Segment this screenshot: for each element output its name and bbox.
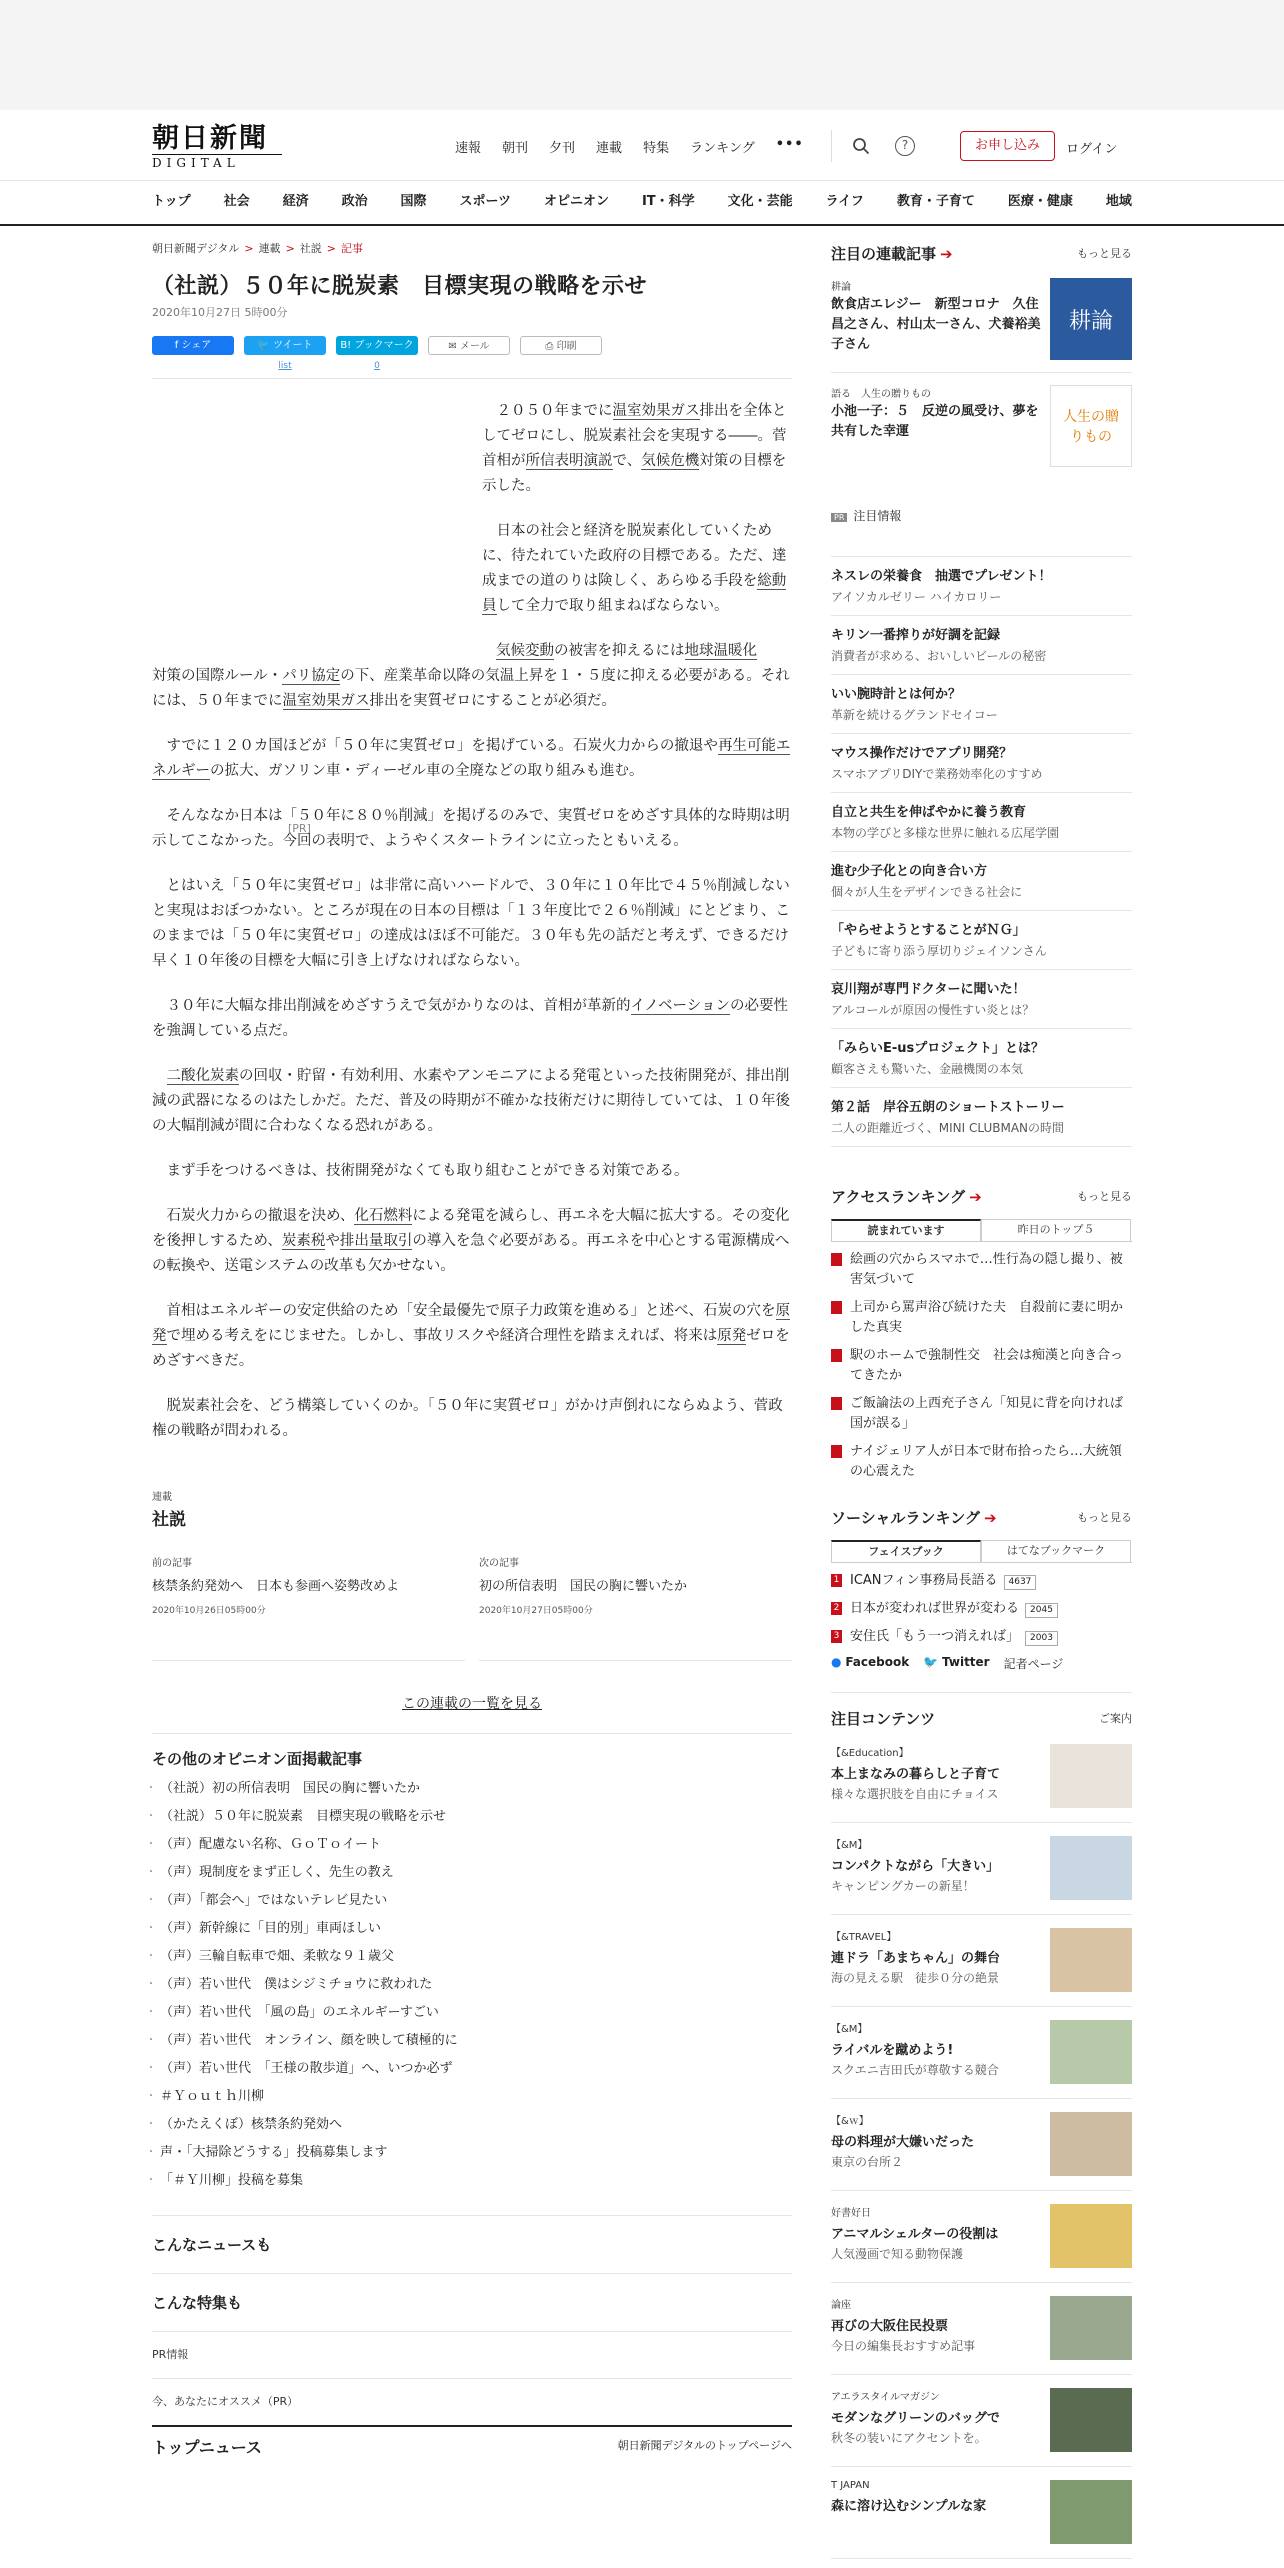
other-opinion-articles	[152, 1733, 792, 2195]
pr-item-sub: 本物の学びと多様な世界に触れる広尾学園	[831, 826, 1060, 840]
next-date: 2020年10月27日05時00分	[479, 1606, 593, 1616]
content-title: モダンなグリーンのバッグで	[831, 2411, 1000, 2426]
hatena-count[interactable]: 0	[374, 361, 380, 371]
mail-label: メール	[459, 341, 490, 352]
twitter-icon: 🐦	[257, 340, 274, 351]
pr-item[interactable]	[831, 852, 1132, 911]
ranking-item[interactable]	[831, 1346, 1132, 1386]
category-top[interactable]: トップ	[152, 194, 191, 209]
pr-item-title: 哀川翔が専門ドクターに聞いた！	[831, 982, 1026, 997]
article-body	[152, 399, 792, 1444]
keyword-link[interactable]: 総動員	[482, 573, 787, 614]
twitter-count[interactable]: list	[278, 361, 292, 371]
content-thumbnail	[1050, 2112, 1132, 2176]
category-nav	[0, 180, 1284, 226]
main-column	[152, 240, 792, 2466]
keyword-link[interactable]: 原発	[717, 1328, 747, 1344]
pr-item-sub: 子どもに寄り添う厚切りジェイソンさん	[831, 944, 1047, 958]
facebook-share-button[interactable]	[152, 336, 234, 355]
breadcrumb-shasetsu[interactable]: 社説	[299, 242, 322, 255]
featured-thumbnail: 人生の贈りもの	[1050, 385, 1132, 467]
share-count: 4637	[1004, 1575, 1037, 1590]
text: 石炭火力からの撤退を決め、	[166, 1208, 355, 1224]
content-item[interactable]	[831, 1823, 1132, 1915]
content-kicker: 【&ｗ】	[831, 2116, 869, 2127]
other-article-link[interactable]: ・ 「＃Ｙ川柳」投稿を募集	[152, 2167, 792, 2195]
content-sub: 秋冬の装いにアクセントを。	[831, 2431, 987, 2445]
pr-item[interactable]	[831, 1029, 1132, 1088]
pr-item-title: 「やらせようとすることがＮＧ」	[831, 923, 1026, 938]
other-article-link[interactable]: ・ （声）配慮ない名称、ＧｏＴｏイート	[152, 1831, 792, 1859]
pr-item-sub: 消費者が求める、おいしいビールの秘密	[831, 649, 1047, 663]
facebook-icon: f	[174, 340, 182, 351]
category-economy[interactable]: 経済	[282, 194, 309, 209]
ranking-item[interactable]	[831, 1298, 1132, 1338]
pr-item[interactable]	[831, 557, 1132, 616]
social-ranking-header	[831, 1504, 1132, 1530]
header-nav	[455, 137, 825, 156]
top-page-link[interactable]: 朝日新聞デジタルのトップページへ	[617, 2439, 792, 2452]
social-ranking-heading[interactable]: ソーシャルランキング	[831, 1508, 980, 1527]
category-education[interactable]: 教育・子育て	[896, 194, 975, 209]
keyword-link[interactable]: 炭素税	[281, 1233, 326, 1249]
print-button[interactable]	[520, 336, 602, 355]
series-label: 連載	[152, 1492, 172, 1503]
other-article-link[interactable]: ・ （声）若い世代 「王様の散歩道」へ、いつか必ず	[152, 2055, 792, 2083]
hatena-label: ブックマーク	[354, 340, 414, 351]
text: 日本の社会と経済を脱炭素化していくために、待たれていた政府の目標である。ただ、達成までの道のりは険しく、あらゆる手段を	[482, 523, 787, 589]
article-paragraph	[482, 399, 792, 499]
tab-hatena[interactable]: はてなブックマーク	[981, 1540, 1131, 1562]
twitter-share-button[interactable]	[244, 336, 326, 371]
prev-date: 2020年10月26日05時00分	[152, 1606, 266, 1616]
pr-heading	[831, 507, 1132, 557]
text: で埋める考えをにじませた。しかし、事故リスクや経済合理性を踏まえれば、将来は	[166, 1328, 718, 1344]
article-title: （社説）５０年に脱炭素 目標実現の戦略を示せ	[152, 274, 648, 299]
pr-item[interactable]	[831, 616, 1132, 675]
facebook-share-label: シェア	[181, 340, 212, 351]
text: すでに１２０カ国ほどが「５０年に実質ゼロ」を掲げている。石炭火力からの撤退や	[166, 738, 718, 754]
share-count: 2045	[1025, 1603, 1058, 1618]
content-sub: 様々な選択肢を自由にチョイス	[831, 1787, 999, 1801]
content-title: ライバルを蹴めよう!	[831, 2043, 954, 2058]
featured-kicker: 耕論	[831, 282, 851, 293]
other-article-link[interactable]: ・ （社説）５０年に脱炭素 目標実現の戦略を示せ	[152, 1803, 792, 1831]
category-society[interactable]: 社会	[223, 194, 250, 209]
other-article-link[interactable]: ・ （声）「都会へ」ではないテレビ見たい	[152, 1887, 792, 1915]
content-sub: 海の見える駅 徒歩０分の絶景	[831, 1971, 1000, 1985]
keyword-link[interactable]: 化石燃料	[354, 1208, 413, 1224]
login-link[interactable]: ログイン	[1066, 142, 1118, 157]
breadcrumb-rensai[interactable]: 連載	[258, 242, 281, 255]
series-name[interactable]: 社説	[152, 1510, 186, 1530]
pr-item[interactable]	[831, 675, 1132, 734]
category-opinion[interactable]: オピニオン	[543, 194, 609, 209]
keyword-link[interactable]: パリ協定	[282, 668, 341, 684]
apply-button[interactable]: お申し込み	[960, 131, 1055, 161]
keyword-link[interactable]: イノベーション	[630, 998, 730, 1014]
social-more-link[interactable]: もっと見る	[1077, 1511, 1132, 1524]
other-article-link[interactable]: ・ （声）三輪自転車で畑、柔軟な９１歳父	[152, 1943, 792, 1971]
content-kicker: 【&M】	[831, 2024, 868, 2035]
pr-item-sub: 顧客さえも驚いた、金融機関の本気	[831, 1062, 1024, 1076]
top-news-heading	[152, 2425, 792, 2466]
facebook-link[interactable]	[831, 1655, 909, 1672]
site-logo[interactable]	[152, 124, 282, 170]
content-kicker: 論座	[831, 2300, 851, 2311]
featured-kicker: 語る 人生の贈りもの	[831, 389, 931, 400]
ad-label: [PR]	[288, 822, 311, 835]
top-news-title: トップニュース	[152, 2438, 262, 2457]
other-article-link[interactable]: ・ （声）若い世代 オンライン、顔を映して積極的に	[152, 2027, 792, 2055]
pr-item[interactable]	[831, 734, 1132, 793]
keyword-link[interactable]: 原発	[152, 1303, 790, 1344]
more-news-heading: こんなニュースも	[152, 2215, 792, 2273]
share-bar	[152, 336, 792, 374]
next-article-link[interactable]	[479, 1554, 792, 1661]
other-article-link[interactable]: ・ （声）若い世代 僕はシジミチョウに救われた	[152, 1971, 792, 1999]
advertisement[interactable]	[152, 557, 460, 857]
featured-thumbnail: 耕論	[1050, 278, 1132, 360]
facebook-link-label: Facebook	[845, 1655, 910, 1669]
pr-item-title: マウス操作だけでアプリ開発？	[831, 746, 1013, 761]
rank-marker	[831, 1301, 842, 1314]
recommend-heading: 今、あなたにオススメ（PR）	[152, 2378, 792, 2425]
keyword-link[interactable]: 地球温暖化	[684, 643, 757, 659]
social-ranking-item[interactable]	[831, 1599, 1132, 1619]
breadcrumb-separator: >	[244, 242, 254, 255]
content-thumbnail	[1050, 1836, 1132, 1900]
content-title: コンパクトながら「大きい」	[831, 1859, 1000, 1874]
category-life[interactable]: ライフ	[825, 194, 864, 209]
series-block	[152, 1488, 792, 1713]
pr-item-title: 進む少子化との向き合い方	[831, 864, 988, 879]
pr-item-sub: アイソカルゼリー ハイカロリー	[831, 590, 1002, 604]
content-thumbnail	[1050, 2296, 1132, 2360]
content-kicker: 【&M】	[831, 1840, 868, 1851]
see-all-series-link[interactable]: この連載の一覧を見る	[402, 1696, 542, 1712]
featured-item[interactable]	[831, 266, 1132, 373]
more-features-heading: こんな特集も	[152, 2273, 792, 2331]
text: の拡大、ガソリン車・ディーゼル車の全廃などの取り組みも進む。	[210, 763, 644, 779]
article-paragraph: 脱炭素社会を、どう構築していくのか。「５０年に実質ゼロ」がかけ声倒れにならぬよう、菅政権の戦略が問われる。	[152, 1398, 783, 1439]
text: で、	[612, 453, 642, 469]
access-ranking-heading[interactable]: アクセスランキング	[831, 1187, 966, 1206]
content-kicker: 好書好日	[831, 2208, 871, 2219]
text: による発電を減らし、再エネを大幅に拡大する。その変化を後押しするため、	[152, 1208, 790, 1249]
pr-item-sub: 革新を続けるグランドセイコー	[831, 708, 998, 722]
nav-rensai[interactable]: 連載	[596, 141, 623, 156]
arrow-right-icon: ➔	[983, 1508, 997, 1527]
text: の下、産業革命以降の気温上昇を１・５度に抑える必要がある。それには、５０年までに	[152, 668, 790, 709]
keyword-link[interactable]: 排出量取引	[339, 1233, 413, 1249]
article-paragraph	[152, 1299, 792, 1374]
text: 排出を実質ゼロにすることが必須だ。	[369, 693, 616, 709]
keyword-link[interactable]: 気候危機	[641, 453, 700, 469]
content-kicker: アエラスタイルマガジン	[831, 2392, 940, 2403]
content-kicker: 【&Education】	[831, 1748, 909, 1759]
site-header	[0, 110, 1284, 180]
social-links	[831, 1655, 1132, 1693]
text: して全力で取り組まねばならない。	[496, 598, 729, 614]
featured-series-header	[831, 240, 1132, 266]
facebook-icon: ●	[831, 1655, 842, 1669]
prev-article-link[interactable]	[152, 1554, 465, 1661]
share-count: 2003	[1025, 1631, 1058, 1646]
featured-heading[interactable]: 注目の連載記事	[831, 244, 937, 263]
nav-ranking[interactable]: ランキング	[690, 141, 755, 156]
rank-number: 3	[831, 1630, 842, 1643]
content-thumbnail	[1050, 2388, 1132, 2452]
featured-more-link[interactable]: もっと見る	[1077, 247, 1132, 260]
other-list	[152, 1775, 792, 2195]
content-sub: 今日の編集長おすすめ記事	[831, 2339, 976, 2353]
other-heading: その他のオピニオン面掲載記事	[152, 1750, 363, 1768]
content-item[interactable]	[831, 2191, 1132, 2283]
text: や	[325, 1233, 340, 1249]
access-more-link[interactable]: もっと見る	[1077, 1190, 1132, 1203]
ranking-title: 駅のホームで強制性交 社会は痴漢と向き合ってきたか	[850, 1348, 1124, 1383]
other-article-link[interactable]: ・ （かたえくぼ）核禁条約発効へ	[152, 2111, 792, 2139]
content-item[interactable]	[831, 1915, 1132, 2007]
keyword-link[interactable]: 温室効果ガス	[282, 693, 370, 709]
rank-marker	[831, 1253, 842, 1266]
nav-tokushu[interactable]: 特集	[643, 141, 670, 156]
pr-item[interactable]	[831, 970, 1132, 1029]
text: 対策の国際ルール・	[152, 668, 283, 684]
ranking-title: 絵画の穴からスマホで…性行為の隠し撮り、被害気づいて	[850, 1252, 1123, 1287]
ranking-item[interactable]	[831, 1394, 1132, 1434]
other-article-link[interactable]: ・ ＃Ｙｏｕｔｈ川柳	[152, 2083, 792, 2111]
pr-item-sub: 個々が人生をデザインできる社会に	[831, 885, 1023, 899]
logo-sub: DIGITAL	[152, 154, 282, 170]
category-culture[interactable]: 文化・芸能	[727, 194, 793, 209]
social-ranking-title: 日本が変われば世界が変わる	[850, 1601, 1020, 1616]
arrow-right-icon: ➔	[940, 244, 953, 263]
category-region[interactable]: 地域	[1105, 194, 1132, 209]
contents-heading: 注目コンテンツ	[831, 1709, 936, 1728]
pr-item[interactable]	[831, 793, 1132, 852]
content-item[interactable]	[831, 1731, 1132, 1823]
search-icon[interactable]	[852, 137, 870, 155]
keyword-link[interactable]: 気候変動	[496, 643, 554, 659]
pr-item-sub: 二人の距離近づく、MINI CLUBMANの時間	[831, 1121, 1065, 1135]
ranking-title: ナイジェリア人が日本で財布拾ったら…大統領の心震えた	[850, 1444, 1122, 1479]
reporter-page-link[interactable]: 記者ページ	[1003, 1657, 1064, 1671]
text: ２０５０年までに	[496, 403, 613, 419]
pr-item-title: いい腕時計とは何か？	[831, 687, 962, 702]
twitter-link[interactable]	[923, 1655, 989, 1672]
content-kicker: T JAPAN	[831, 2480, 870, 2491]
nav-sokuho[interactable]: 速報	[455, 141, 482, 156]
content-sub: キャンピングカーの新星！	[831, 1879, 975, 1893]
featured-title: 飲食店エレジー 新型コロナ 久住昌之さん、村山太一さん、犬養裕美子さん	[831, 297, 1041, 352]
pr-tag: PR	[831, 513, 847, 522]
content-thumbnail	[1050, 2480, 1132, 2544]
twitter-icon: 🐦	[923, 1655, 939, 1669]
article-paragraph: そんななか日本は「５０年に８０％削減」を掲げるのみで、実質ゼロをめざす具体的な時期は明示してこなかった。今回の表明で、ようやくスタートラインに立ったともいえる。	[152, 808, 790, 849]
hatena-icon: B!	[340, 340, 355, 351]
contents-guide-link[interactable]: ご案内	[1099, 1712, 1132, 1725]
content-sub: 東京の台所２	[831, 2155, 904, 2169]
twitter-share-label: ツイート	[273, 340, 313, 351]
ranking-item[interactable]	[831, 1442, 1132, 1482]
pr-heading-label: 注目情報	[853, 509, 902, 523]
contents-header	[831, 1705, 1132, 1731]
access-ranking-header	[831, 1183, 1132, 1209]
rank-number: 2	[831, 1602, 842, 1615]
mail-icon: ✉	[448, 341, 460, 352]
content-item[interactable]	[831, 2467, 1132, 2559]
rank-number: 1	[831, 1574, 842, 1587]
breadcrumb	[152, 240, 792, 258]
prev-next-links	[152, 1554, 792, 1661]
content-title: 森に溶け込むシンプルな家	[831, 2499, 987, 2514]
ranking-title: 上司から罵声浴び続けた夫 自殺前に妻に明かした真実	[850, 1300, 1124, 1335]
keyword-link[interactable]: 二酸化炭素	[166, 1068, 239, 1084]
pr-item-title: 「みらいE-usプロジェクト」とは？	[831, 1041, 1045, 1056]
text: 首相はエネルギーの安定供給のため「安全最優先で原子力政策を進める」と述べ、石炭の穴を	[166, 1303, 776, 1319]
content-kicker: 【&TRAVEL】	[831, 1932, 897, 1943]
other-article-link[interactable]: ・ （社説）初の所信表明 国民の胸に響いたか	[152, 1775, 792, 1803]
pr-list	[831, 557, 1132, 1147]
nav-choukan[interactable]: 朝刊	[502, 141, 529, 156]
breadcrumb-home[interactable]: 朝日新聞デジタル	[152, 242, 240, 255]
article-paragraph	[152, 1204, 792, 1279]
text: 排出を全体としてゼロにし、脱炭素社会を実現する――。菅首相が	[482, 403, 787, 469]
featured-item[interactable]	[831, 373, 1132, 479]
content-item[interactable]	[831, 2007, 1132, 2099]
category-it-science[interactable]: IT・科学	[641, 194, 695, 209]
ranking-title: ご飯論法の上西充子さん「知見に背を向ければ国が誤る」	[850, 1396, 1124, 1431]
rank-marker	[831, 1397, 842, 1410]
breadcrumb-separator: >	[285, 242, 295, 255]
next-label: 次の記事	[479, 1558, 519, 1569]
access-tabs	[831, 1219, 1132, 1242]
sidebar	[831, 240, 1132, 2559]
keyword-link[interactable]: 温室効果ガス	[612, 403, 700, 419]
other-article-link[interactable]: ・ （声）現制度をまず正しく、先生の教え	[152, 1859, 792, 1887]
content-title: 連ドラ「あまちゃん」の舞台	[831, 1951, 1001, 1966]
pr-item-sub: アルコールが原因の慢性すい炎とは？	[831, 1003, 1035, 1017]
tab-facebook[interactable]: フェイスブック	[831, 1540, 981, 1562]
article-paragraph: とはいえ「５０年に実質ゼロ」は非常に高いハードルで、３０年に１０年比で４５％削減しないと実現はおぼつかない。ところが現在の日本の目標は「１３年度比で２６％削減」にとどまり、このままでは「５０年に実質ゼロ」の達成はほぼ不可能だ。３０年も先の話だと考えず、できるだけ早く１０年後の目標を大幅に引き上げなければならない。	[152, 878, 790, 969]
tab-yesterday-top5[interactable]: 昨日のトップ５	[981, 1219, 1131, 1241]
rank-marker	[831, 1445, 842, 1458]
content-thumbnail	[1050, 2020, 1132, 2084]
breadcrumb-current: 記事	[341, 242, 363, 255]
text: ３０年に大幅な排出削減をめざすうえで気がかりなのは、首相が革新的	[166, 998, 631, 1014]
rank-marker	[831, 1349, 842, 1362]
category-health[interactable]: 医療・健康	[1007, 194, 1073, 209]
text: の必要性を強調している点だ。	[152, 998, 788, 1039]
pr-item[interactable]	[831, 911, 1132, 970]
top-banner-area	[0, 0, 1284, 110]
keyword-link[interactable]: 再生可能エネルギー	[152, 738, 791, 779]
category-sports[interactable]: スポーツ	[459, 194, 512, 209]
social-ranking-item[interactable]	[831, 1627, 1132, 1647]
next-title: 初の所信表明 国民の胸に響いたか	[479, 1579, 688, 1594]
pr-info-heading: PR情報	[152, 2331, 792, 2378]
social-ranking-title: 安住氏「もう一つ消えれば」	[850, 1629, 1020, 1644]
social-ranking-item[interactable]	[831, 1571, 1132, 1591]
content-thumbnail	[1050, 1744, 1132, 1808]
access-ranking-list	[831, 1250, 1132, 1482]
content-sub: スクエニ吉田氏が尊敬する競合	[831, 2063, 999, 2077]
category-politics[interactable]: 政治	[341, 194, 368, 209]
content-item[interactable]	[831, 2375, 1132, 2467]
text: ゼロをめざすべきだ。	[152, 1328, 790, 1369]
prev-title: 核禁条約発効へ 日本も参画へ姿勢改めよ	[152, 1579, 400, 1594]
content-thumbnail	[1050, 1928, 1132, 1992]
breadcrumb-separator: >	[326, 242, 336, 255]
contents-list	[831, 1731, 1132, 2559]
content-title: 本上まなみの暮らしと子育て	[831, 1767, 1001, 1782]
other-article-link[interactable]: ・ （声）新幹線に「目的別」車両ほしい	[152, 1915, 792, 1943]
header-divider	[831, 130, 832, 162]
text: の被害を抑えるには	[554, 643, 685, 659]
pr-item-title: ネスレの栄養食 抽選でプレゼント！	[831, 569, 1052, 584]
pr-item-title: 自立と共生を伸ばやかに養う教育	[831, 805, 1027, 820]
hatena-bookmark-button[interactable]	[336, 336, 418, 371]
prev-label: 前の記事	[152, 1558, 192, 1569]
twitter-link-label: Twitter	[942, 1655, 990, 1669]
content-sub: 人気漫画で知る動物保護	[831, 2247, 964, 2261]
mail-button[interactable]	[428, 336, 510, 355]
text: の回収・貯留・有効利用、水素やアンモニアによる発電といった技術開発が、排出削減の武器になるのはたしかだ。ただ、普及の時期が不確かな技術だけに期待していては、１０年後の大幅削減が間に合わなくなる恐れがある。	[152, 1068, 790, 1134]
pr-item-sub: スマホアプリDIYで業務効率化のすすめ	[831, 767, 1043, 781]
content-title: 再びの大阪住民投票	[831, 2319, 949, 2334]
content-item[interactable]	[831, 2099, 1132, 2191]
content-item[interactable]	[831, 2283, 1132, 2375]
pr-item-title: キリン一番搾りが好調を記録	[831, 628, 1001, 643]
nav-yukan[interactable]: 夕刊	[549, 141, 576, 156]
content-title: アニマルシェルターの役割は	[831, 2227, 999, 2242]
ranking-item[interactable]	[831, 1250, 1132, 1290]
social-ranking-list	[831, 1571, 1132, 1647]
pr-item[interactable]	[831, 1088, 1132, 1147]
article-paragraph	[152, 994, 792, 1044]
other-article-link[interactable]: ・ 声・「大掃除どうする」投稿募集します	[152, 2139, 792, 2167]
divider	[152, 378, 792, 379]
print-label: 印刷	[556, 341, 577, 352]
pr-item-title: 第２話 岸谷五朗のショートストーリー	[831, 1100, 1065, 1115]
keyword-link[interactable]: 所信表明演説	[525, 453, 613, 469]
tab-most-read[interactable]: 読まれています	[831, 1219, 981, 1241]
article-paragraph	[482, 519, 792, 619]
more-menu-button[interactable]: •••	[775, 137, 804, 152]
social-ranking-title: ICANフィン事務局長語る	[850, 1573, 998, 1588]
logo-main: 朝日新聞	[152, 123, 268, 154]
article-date: 2020年10月27日 5時00分	[152, 306, 288, 319]
social-tabs	[831, 1540, 1132, 1563]
featured-title: 小池一子：５ 反逆の風受け、夢を共有した幸運	[831, 404, 1039, 439]
other-article-link[interactable]: ・ （声）若い世代 「風の島」のエネルギーすごい	[152, 1999, 792, 2027]
content-thumbnail	[1050, 2204, 1132, 2268]
category-international[interactable]: 国際	[400, 194, 427, 209]
print-icon: ⎙	[545, 341, 557, 352]
article-paragraph: まず手をつけるべきは、技術開発がなくても取り組むことができる対策である。	[166, 1163, 689, 1179]
text: 対策の目標を示した。	[482, 453, 787, 494]
help-icon[interactable]: ?	[895, 136, 915, 156]
content-title: 母の料理が大嫌いだった	[831, 2135, 975, 2150]
arrow-right-icon: ➔	[969, 1187, 982, 1206]
text: の導入を急ぐ必要がある。再エネを中心とする電源構成への転換や、送電システムの改革も欠かせない。	[152, 1233, 790, 1274]
article-paragraph	[152, 1064, 792, 1139]
